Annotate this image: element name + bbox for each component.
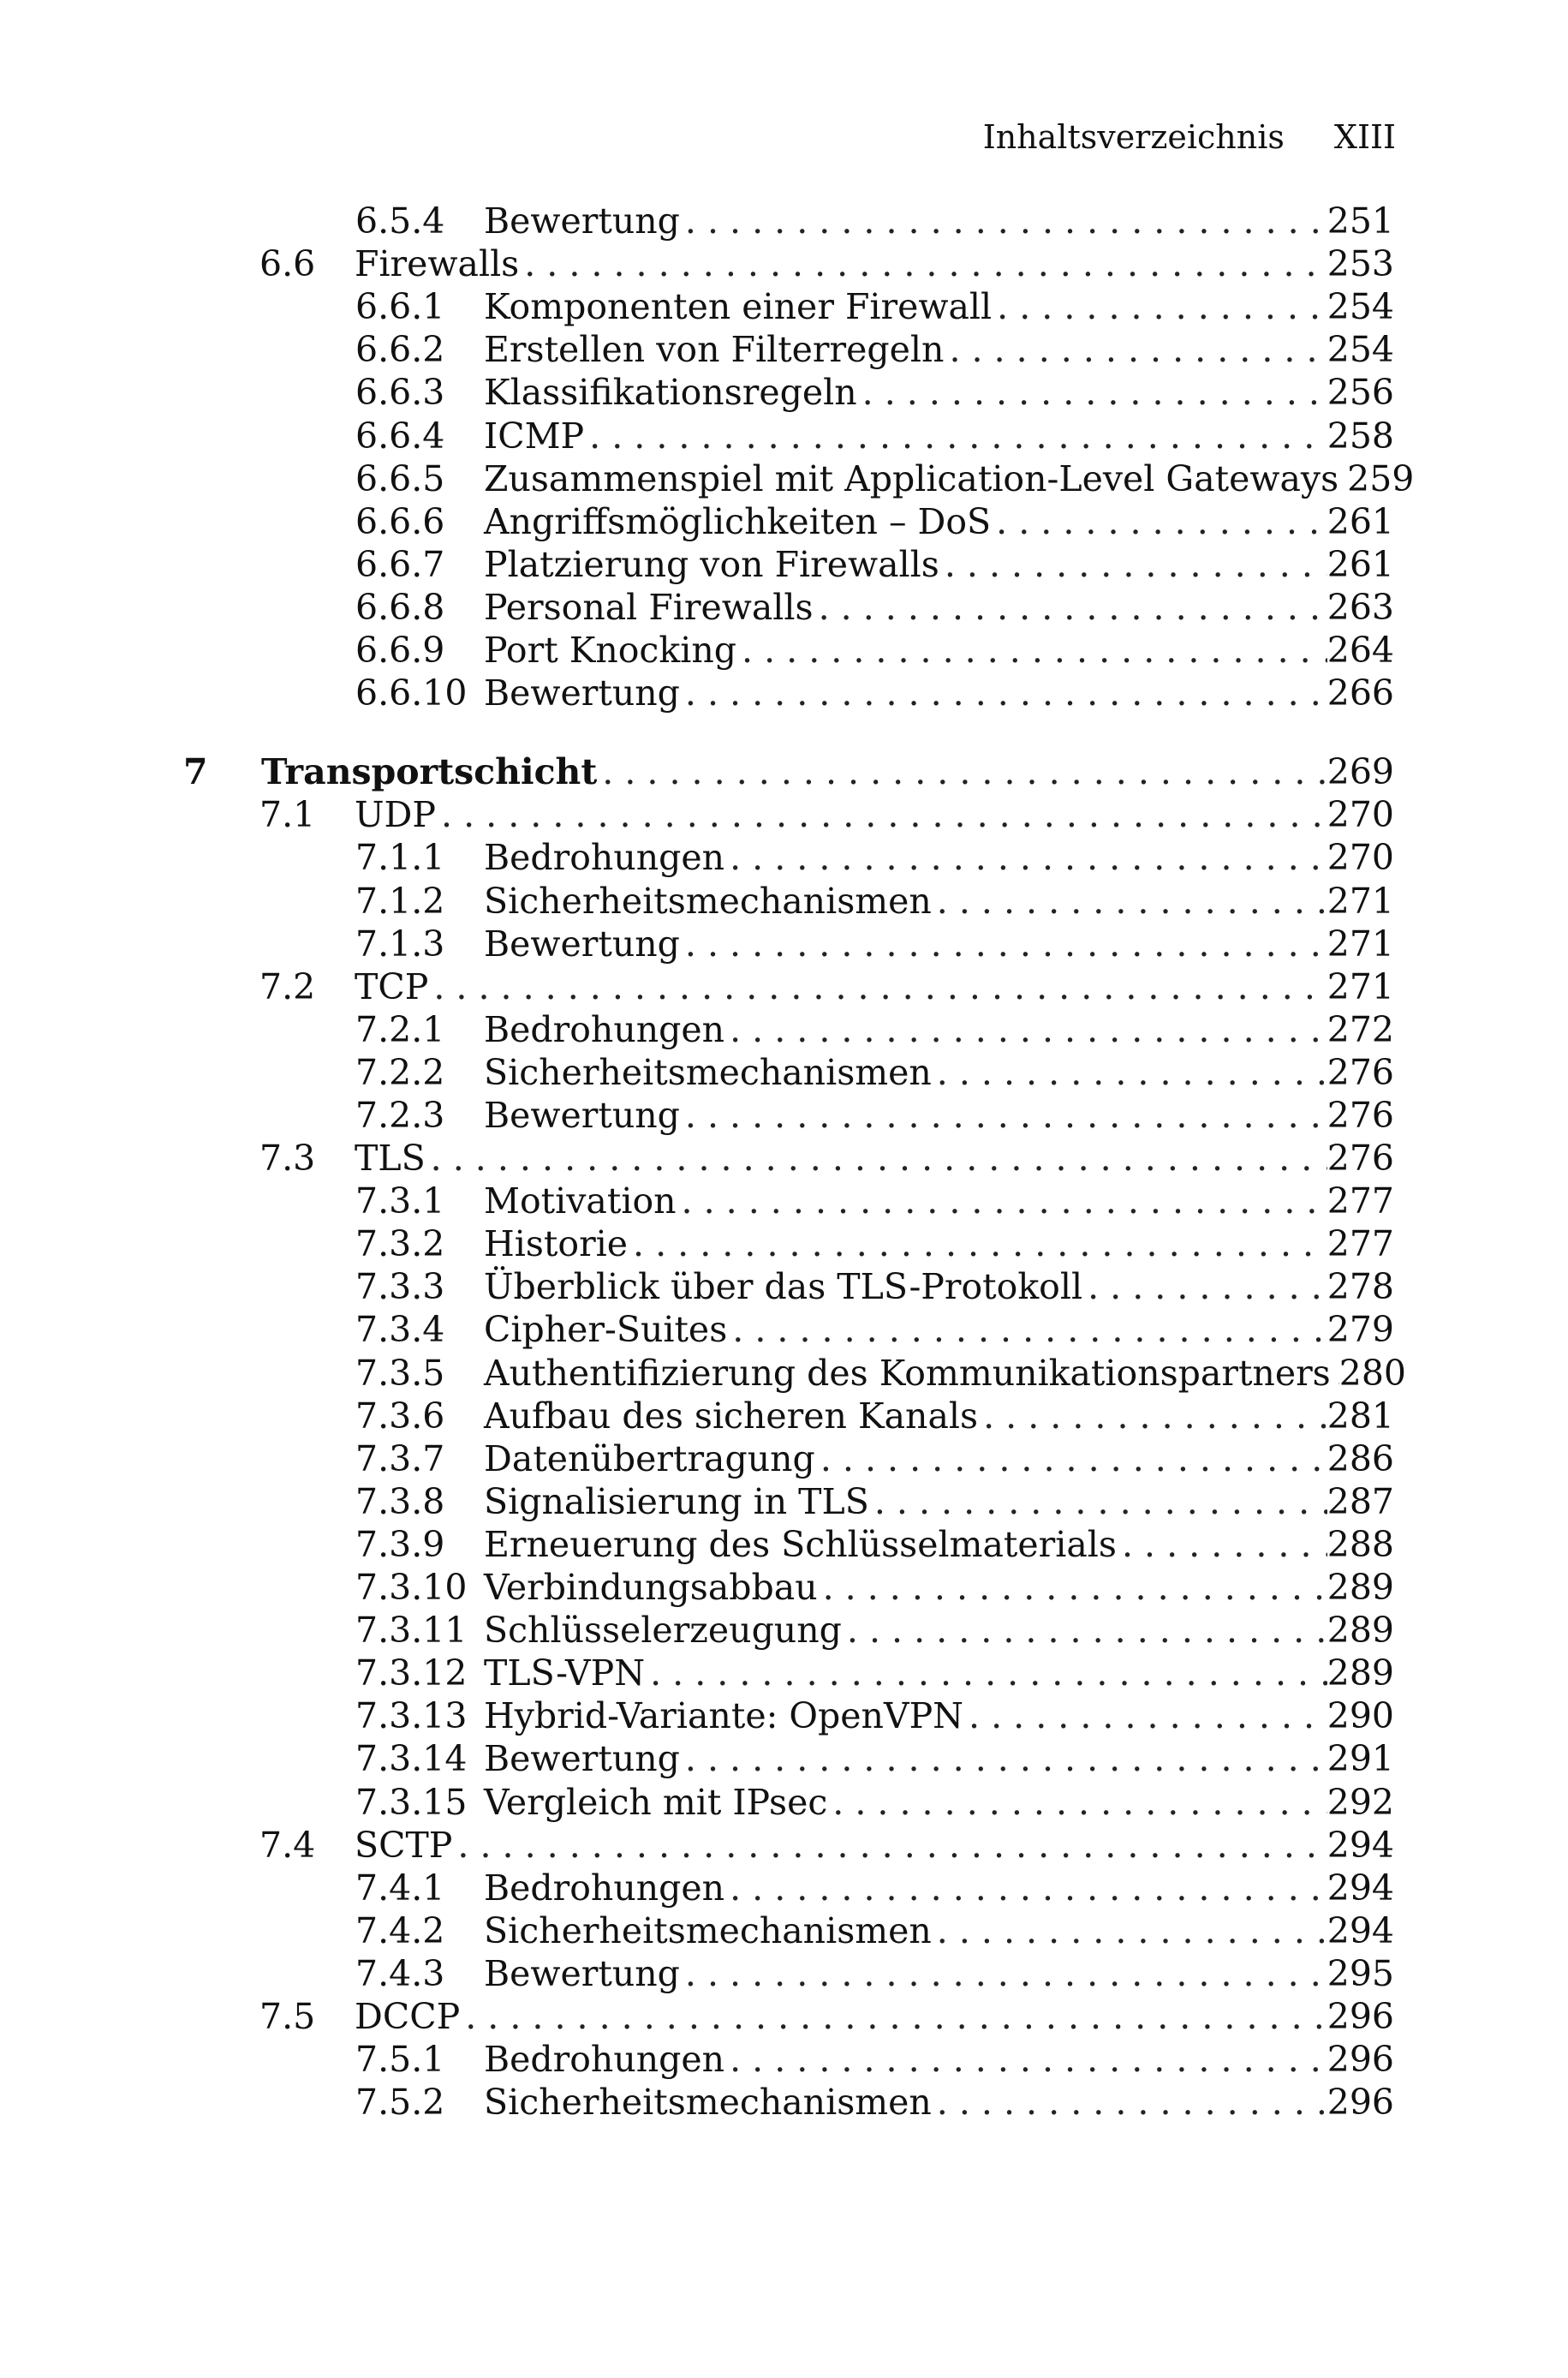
- toc-entry-page: 277: [1327, 1223, 1394, 1264]
- toc-entry[interactable]: [355, 371, 1394, 414]
- toc-entry-title: Sicherheitsmechanismen: [484, 881, 932, 922]
- toc-entry[interactable]: [355, 1737, 1394, 1780]
- toc-entry-page: 279: [1327, 1309, 1394, 1350]
- toc-entry-number: 7.3.3: [355, 1266, 445, 1307]
- toc-entry[interactable]: [355, 543, 1394, 586]
- toc-entry[interactable]: [259, 1995, 1394, 2038]
- dot-leader: [633, 1222, 1327, 1265]
- toc-entry-number: 7.3.7: [355, 1438, 445, 1479]
- toc-entry-title: Aufbau des sicheren Kanals: [484, 1395, 979, 1437]
- toc-entry-number: 7.3.5: [355, 1353, 445, 1394]
- dot-leader: [945, 543, 1327, 586]
- toc-entry-page: 296: [1327, 2039, 1394, 2080]
- toc-entry-number: 7.2: [259, 966, 316, 1007]
- toc-entry-title: Bewertung: [484, 1953, 680, 1994]
- toc-entry[interactable]: [259, 1137, 1394, 1180]
- toc-entry[interactable]: [355, 836, 1394, 879]
- toc-entry-page: 263: [1327, 587, 1394, 628]
- toc-entry-title: Komponenten einer Firewall: [484, 286, 993, 327]
- toc-entry-page: 287: [1327, 1481, 1394, 1522]
- toc-entry-number: 7.3.13: [355, 1695, 468, 1736]
- toc-entry-title: Überblick über das TLS-Protokoll: [484, 1266, 1083, 1307]
- toc-entry-number: 7.4.2: [355, 1910, 445, 1951]
- toc-entry-number: 7.3.14: [355, 1738, 468, 1779]
- dot-leader: [431, 1137, 1327, 1180]
- toc-entry-title: Firewalls: [355, 243, 520, 284]
- toc-entry[interactable]: [355, 1480, 1394, 1523]
- toc-entry[interactable]: [355, 880, 1394, 923]
- toc-entry-page: 276: [1327, 1095, 1394, 1136]
- toc-entry-number: 7.3.15: [355, 1782, 468, 1823]
- toc-entry-page: 296: [1327, 1996, 1394, 2037]
- toc-entry-number: 7.4.1: [355, 1867, 445, 1909]
- dot-leader: [937, 880, 1327, 923]
- dot-leader: [997, 285, 1327, 328]
- dot-leader: [983, 1395, 1327, 1437]
- toc-entry[interactable]: [355, 500, 1394, 543]
- toc-entry-page: 276: [1327, 1138, 1394, 1179]
- toc-entry-page: 290: [1327, 1695, 1394, 1736]
- toc-entry-title: Bedrohungen: [484, 1867, 725, 1909]
- toc-entry[interactable]: [259, 793, 1394, 836]
- dot-leader: [1122, 1523, 1327, 1566]
- toc-entry-title: Authentifizierung des Kommunikationspartners: [484, 1353, 1331, 1394]
- running-header-page-number: XIII: [1333, 118, 1396, 156]
- toc-entry-page: 254: [1327, 329, 1394, 370]
- toc-entry[interactable]: [183, 750, 1394, 793]
- toc-entry[interactable]: [355, 1523, 1394, 1566]
- dot-leader: [819, 586, 1327, 629]
- toc-entry[interactable]: [355, 2081, 1394, 2124]
- toc-entry[interactable]: [355, 1352, 1406, 1395]
- toc-entry-number: 7.3.1: [355, 1180, 445, 1222]
- toc-entry-number: 7.5.2: [355, 2082, 445, 2123]
- toc-entry-title: Klassifikationsregeln: [484, 372, 857, 413]
- toc-entry-number: 7.3.2: [355, 1223, 445, 1264]
- dot-leader: [589, 415, 1327, 457]
- toc-entry-title: DCCP: [355, 1996, 461, 2037]
- toc-entry-number: 6.6.7: [355, 544, 445, 585]
- toc-entry-page: 280: [1338, 1353, 1406, 1394]
- dot-leader: [433, 965, 1327, 1008]
- toc-entry-page: 295: [1327, 1953, 1394, 1994]
- toc-entry-page: 270: [1327, 837, 1394, 878]
- dot-leader: [732, 1308, 1327, 1351]
- toc-entry-title: Bewertung: [484, 200, 680, 242]
- dot-leader: [650, 1652, 1327, 1694]
- toc-entry-page: 291: [1327, 1738, 1394, 1779]
- toc-entry-title: Erstellen von Filterregeln: [484, 329, 945, 370]
- dot-leader: [602, 750, 1327, 793]
- toc-entry-page: 254: [1327, 286, 1394, 327]
- toc-entry-page: 289: [1327, 1610, 1394, 1651]
- toc-entry[interactable]: [355, 1952, 1394, 1995]
- toc-entry-title: Bedrohungen: [484, 2039, 725, 2080]
- toc-entry-number: 6.6.10: [355, 672, 468, 714]
- toc-entry[interactable]: [355, 1909, 1394, 1952]
- dot-leader: [937, 1051, 1327, 1094]
- dot-leader: [682, 1180, 1327, 1222]
- toc-entry-number: 6.6.1: [355, 286, 445, 327]
- toc-entry-page: 261: [1327, 544, 1394, 585]
- dot-leader: [969, 1694, 1327, 1737]
- dot-leader: [874, 1480, 1327, 1523]
- toc-entry-number: 7.4: [259, 1825, 316, 1866]
- dot-leader: [685, 1737, 1327, 1780]
- toc-entry-title: Cipher-Suites: [484, 1309, 728, 1350]
- toc-entry-page: 271: [1327, 966, 1394, 1007]
- toc-entry-page: 278: [1327, 1266, 1394, 1307]
- toc-entry-number: 7.1.2: [355, 881, 445, 922]
- dot-leader: [685, 200, 1327, 242]
- toc-entry-title: Bedrohungen: [484, 837, 725, 878]
- toc-entry-title: Zusammenspiel mit Application-Level Gateways: [484, 458, 1339, 499]
- toc-entry-number: 7.3.10: [355, 1567, 468, 1608]
- toc-entry-number: 7.5: [259, 1996, 316, 2037]
- toc-entry-number: 7.3.9: [355, 1524, 445, 1565]
- toc-entry-title: Historie: [484, 1223, 629, 1264]
- toc-entry-title: Bedrohungen: [484, 1009, 725, 1050]
- dot-leader: [862, 371, 1327, 414]
- toc-entry[interactable]: [355, 285, 1394, 328]
- toc-entry-title: Sicherheitsmechanismen: [484, 1910, 932, 1951]
- toc-entry-page: 269: [1327, 751, 1394, 792]
- toc-entry-title: TCP: [355, 966, 429, 1007]
- dot-leader: [685, 1952, 1327, 1995]
- dot-leader: [937, 1909, 1327, 1952]
- toc-entry[interactable]: [355, 1094, 1394, 1137]
- toc-entry[interactable]: [259, 242, 1394, 285]
- dot-leader: [847, 1609, 1327, 1652]
- dot-leader: [937, 2081, 1327, 2124]
- toc-entry-page: 271: [1327, 923, 1394, 965]
- toc-entry-number: 7.1.3: [355, 923, 445, 965]
- dot-leader: [996, 500, 1327, 543]
- toc-entry-page: 253: [1327, 243, 1394, 284]
- toc-entry[interactable]: [355, 1609, 1394, 1652]
- dot-leader: [685, 1094, 1327, 1137]
- toc-entry-number: 6.6.4: [355, 415, 445, 457]
- toc-entry[interactable]: [355, 1180, 1394, 1222]
- toc-entry-number: 7.2.1: [355, 1009, 445, 1050]
- toc-entry-page: 294: [1327, 1825, 1394, 1866]
- toc-entry-title: Sicherheitsmechanismen: [484, 1052, 932, 1093]
- toc-entry[interactable]: [355, 328, 1394, 371]
- toc-entry[interactable]: [355, 457, 1415, 500]
- toc-entry-number: 6.6.6: [355, 501, 445, 542]
- toc-entry-number: 6.5.4: [355, 200, 445, 242]
- toc-entry-number: 7.2.3: [355, 1095, 445, 1136]
- toc-entry-title: UDP: [355, 794, 437, 835]
- toc-entry-title: Datenübertragung: [484, 1438, 815, 1479]
- dot-leader: [457, 1824, 1327, 1867]
- toc-entry-page: 294: [1327, 1910, 1394, 1951]
- toc-entry[interactable]: [355, 415, 1394, 457]
- toc-entry-page: 288: [1327, 1524, 1394, 1565]
- toc-entry-number: 7.2.2: [355, 1052, 445, 1093]
- toc-entry-number: 7.3.6: [355, 1395, 445, 1437]
- toc-entry-number: 7.1: [259, 794, 316, 835]
- toc-entry-title: Hybrid-Variante: OpenVPN: [484, 1695, 964, 1736]
- toc-entry-title: TLS: [355, 1138, 426, 1179]
- toc-entry-number: 6.6: [259, 243, 316, 284]
- toc-entry[interactable]: [355, 672, 1394, 714]
- dot-leader: [685, 923, 1327, 965]
- toc-entry-number: 7.1.1: [355, 837, 445, 878]
- running-header-title: Inhaltsverzeichnis: [982, 118, 1285, 156]
- toc-entry[interactable]: [355, 200, 1394, 242]
- toc-entry-page: 289: [1327, 1652, 1394, 1694]
- dot-leader: [730, 1008, 1327, 1051]
- dot-leader: [524, 242, 1327, 285]
- toc-entry[interactable]: [355, 1008, 1394, 1051]
- toc-entry[interactable]: [355, 1437, 1394, 1480]
- dot-leader: [730, 2038, 1327, 2081]
- toc-entry-title: Motivation: [484, 1180, 677, 1222]
- toc-entry-number: 7.3.8: [355, 1481, 445, 1522]
- toc-entry-number: 6.6.8: [355, 587, 445, 628]
- toc-entry-page: 277: [1327, 1180, 1394, 1222]
- toc-entry-page: 256: [1327, 372, 1394, 413]
- toc-entry[interactable]: [355, 1222, 1394, 1265]
- toc-entry-number: 7.4.3: [355, 1953, 445, 1994]
- toc-entry-title: ICMP: [484, 415, 585, 457]
- toc-entry-number: 6.6.5: [355, 458, 445, 499]
- dot-leader: [823, 1566, 1327, 1609]
- toc-entry-number: 7.3.11: [355, 1610, 468, 1651]
- toc-entry-title: Vergleich mit IPsec: [484, 1782, 828, 1823]
- toc-entry-page: 259: [1347, 458, 1415, 499]
- toc-entry[interactable]: [355, 1652, 1394, 1694]
- toc-entry-page: 258: [1327, 415, 1394, 457]
- toc-entry-title: SCTP: [355, 1825, 453, 1866]
- toc-entry[interactable]: [355, 1781, 1394, 1824]
- toc-entry-title: Transportschicht: [261, 751, 598, 792]
- toc-entry[interactable]: [355, 1051, 1394, 1094]
- toc-entry-page: 281: [1327, 1395, 1394, 1437]
- dot-leader: [949, 328, 1327, 371]
- toc-entry-number: 7.3.12: [355, 1652, 468, 1694]
- toc-entry-title: Bewertung: [484, 672, 680, 714]
- toc-entry[interactable]: [355, 1308, 1394, 1351]
- toc-entry-page: 264: [1327, 630, 1394, 671]
- toc-entry[interactable]: [259, 965, 1394, 1008]
- toc-entry-title: Bewertung: [484, 1738, 680, 1779]
- toc-entry-page: 271: [1327, 881, 1394, 922]
- toc-entry-title: Schlüsselerzeugung: [484, 1610, 842, 1651]
- dot-leader: [832, 1781, 1327, 1824]
- toc-entry-page: 270: [1327, 794, 1394, 835]
- toc-entry-page: 294: [1327, 1867, 1394, 1909]
- toc-entry-page: 272: [1327, 1009, 1394, 1050]
- toc-entry-title: Personal Firewalls: [484, 587, 814, 628]
- toc-entry-title: TLS-VPN: [484, 1652, 646, 1694]
- toc-entry-title: Sicherheitsmechanismen: [484, 2082, 932, 2123]
- toc-entry-title: Platzierung von Firewalls: [484, 544, 939, 585]
- toc-entry[interactable]: [259, 1824, 1394, 1867]
- toc-entry-title: Bewertung: [484, 923, 680, 965]
- toc-entry[interactable]: [355, 1566, 1394, 1609]
- toc-entry[interactable]: [355, 1395, 1394, 1437]
- toc-entry[interactable]: [355, 586, 1394, 629]
- toc-entry-title: Erneuerung des Schlüsselmaterials: [484, 1524, 1117, 1565]
- toc-entry[interactable]: [355, 2038, 1394, 2081]
- toc-entry-page: 251: [1327, 200, 1394, 242]
- dot-leader: [730, 1867, 1327, 1909]
- toc-entry-page: 289: [1327, 1567, 1394, 1608]
- toc-entry-title: Verbindungsabbau: [484, 1567, 818, 1608]
- toc-entry-page: 286: [1327, 1438, 1394, 1479]
- toc-entry-page: 292: [1327, 1782, 1394, 1823]
- dot-leader: [441, 793, 1327, 836]
- toc-entry[interactable]: [355, 1265, 1394, 1308]
- toc-entry-title: Bewertung: [484, 1095, 680, 1136]
- toc-entry-page: 276: [1327, 1052, 1394, 1093]
- dot-leader: [685, 672, 1327, 714]
- toc-entry-number: 6.6.3: [355, 372, 445, 413]
- dot-leader: [465, 1995, 1327, 2038]
- toc-entry-title: Port Knocking: [484, 630, 737, 671]
- toc-entry-number: 6.6.2: [355, 329, 445, 370]
- toc-entry-number: 6.6.9: [355, 630, 445, 671]
- toc-entry-number: 7: [183, 751, 208, 792]
- toc-entry[interactable]: [355, 1867, 1394, 1909]
- toc-entry-page: 261: [1327, 501, 1394, 542]
- toc-entry-page: 266: [1327, 672, 1394, 714]
- dot-leader: [1088, 1265, 1327, 1308]
- toc-entry-number: 7.5.1: [355, 2039, 445, 2080]
- dot-leader: [730, 836, 1327, 879]
- toc-entry-page: 296: [1327, 2082, 1394, 2123]
- toc-entry-title: Signalisierung in TLS: [484, 1481, 869, 1522]
- toc-entry-number: 7.3.4: [355, 1309, 445, 1350]
- toc-entry[interactable]: [355, 1694, 1394, 1737]
- toc-entry[interactable]: [355, 923, 1394, 965]
- toc-entry-number: 7.3: [259, 1138, 316, 1179]
- dot-leader: [820, 1437, 1327, 1480]
- toc-entry-title: Angriffsmöglichkeiten – DoS: [484, 501, 992, 542]
- toc-entry[interactable]: [355, 629, 1394, 672]
- dot-leader: [742, 629, 1327, 672]
